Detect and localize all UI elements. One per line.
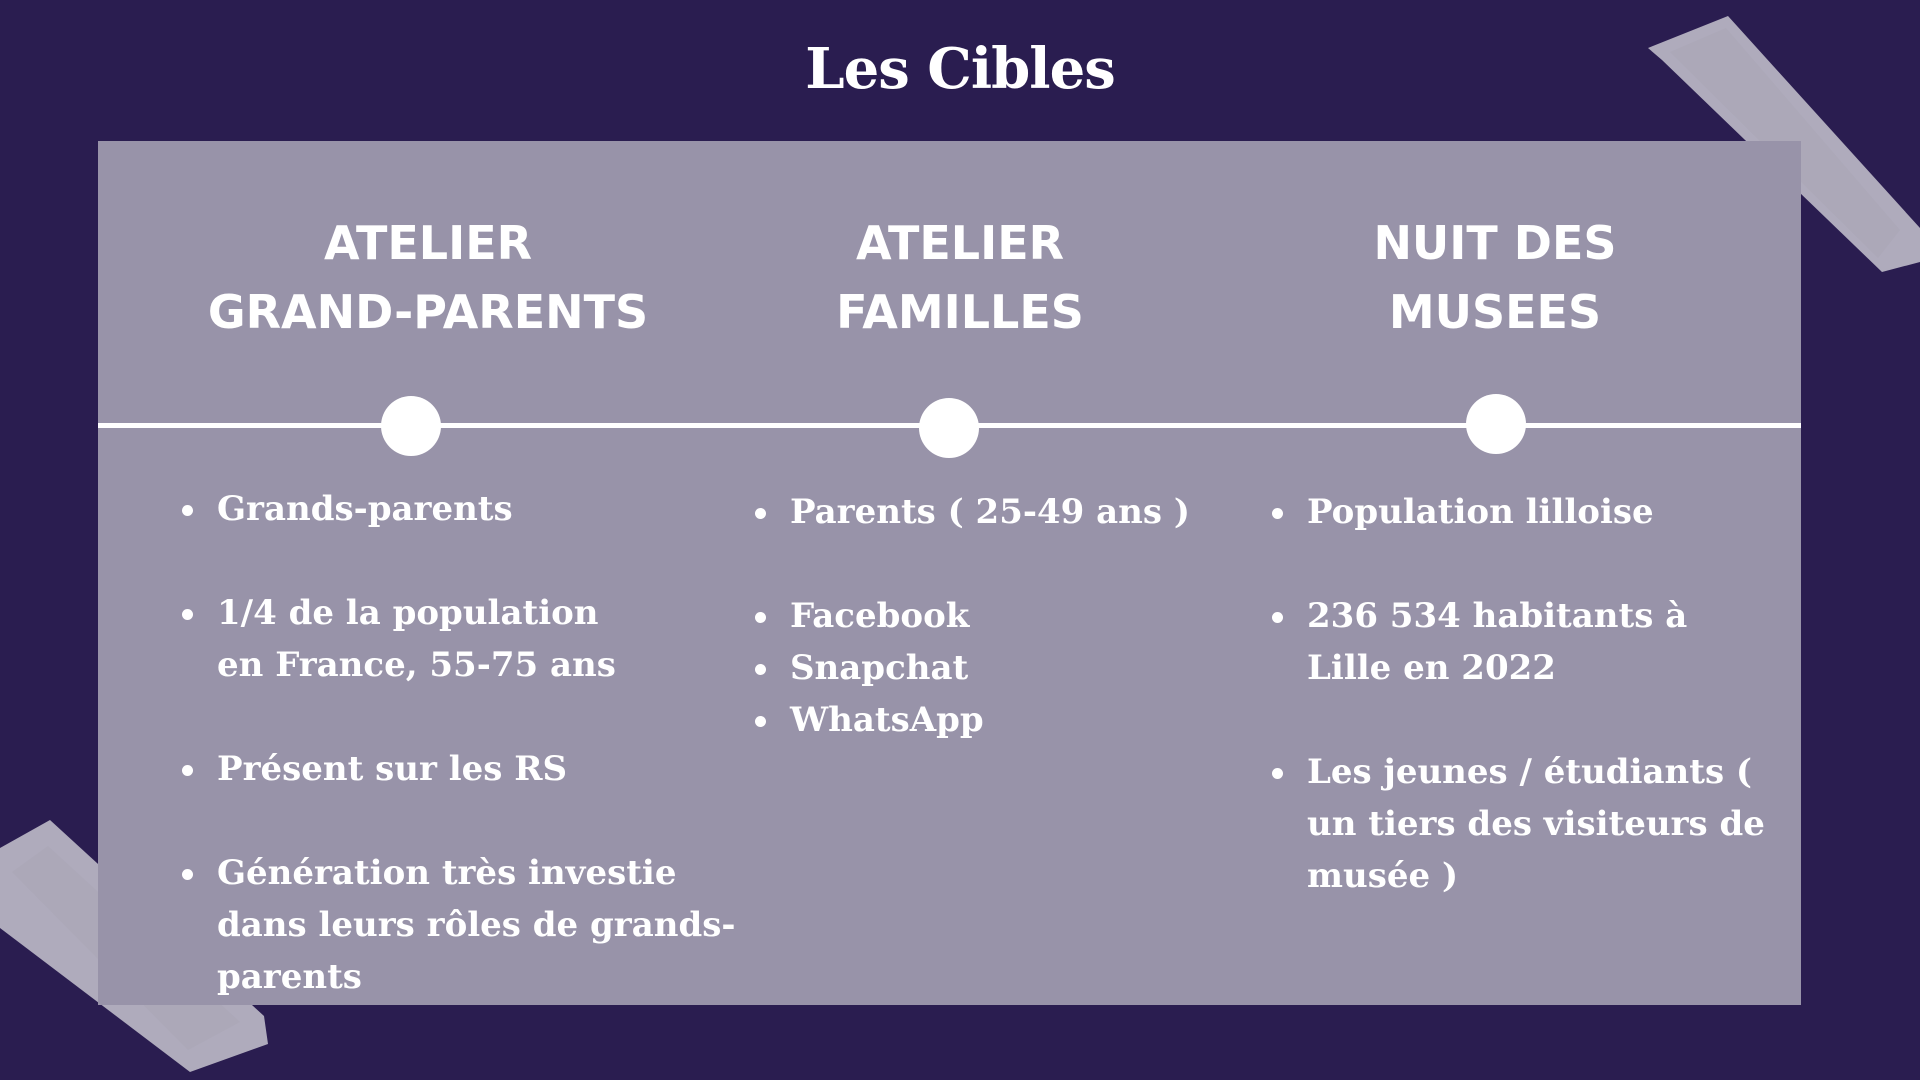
heading-line: NUIT DES: [1373, 216, 1617, 270]
heading-line: MUSEES: [1388, 285, 1602, 339]
timeline-dot-1: [381, 396, 441, 456]
column-list-2: [755, 486, 1235, 746]
list-item: 1/4 de la population en France, 55-75 ans: [182, 587, 637, 691]
list-item: Les jeunes / étudiants ( un tiers des visiteurs de musée ): [1272, 746, 1777, 902]
heading-line: ATELIER: [323, 216, 533, 270]
list-item: Grands-parents: [182, 483, 742, 535]
list-item: Snapchat: [755, 642, 1235, 694]
column-list-3: [1272, 486, 1772, 902]
list-item: Parents ( 25-49 ans ): [755, 486, 1235, 538]
timeline-dot-2: [919, 398, 979, 458]
list-item: Facebook: [755, 590, 1235, 642]
column-list-1: [182, 483, 742, 1003]
slide-title: Les Cibles: [805, 36, 1115, 102]
list-item: Présent sur les RS: [182, 743, 742, 795]
heading-line: ATELIER: [855, 216, 1065, 270]
heading-line: GRAND-PARENTS: [207, 285, 649, 339]
column-heading-nuit-des-musees: [1245, 209, 1745, 347]
column-heading-atelier-grand-parents: [178, 209, 678, 347]
list-item: 236 534 habitants à Lille en 2022: [1272, 590, 1757, 694]
list-item: Population lilloise: [1272, 486, 1772, 538]
timeline-dot-3: [1466, 394, 1526, 454]
list-item: WhatsApp: [755, 694, 1235, 746]
column-heading-atelier-familles: [710, 209, 1210, 347]
list-item: Génération très investie dans leurs rôles de grands-parents: [182, 847, 742, 1003]
heading-line: FAMILLES: [836, 285, 1084, 339]
